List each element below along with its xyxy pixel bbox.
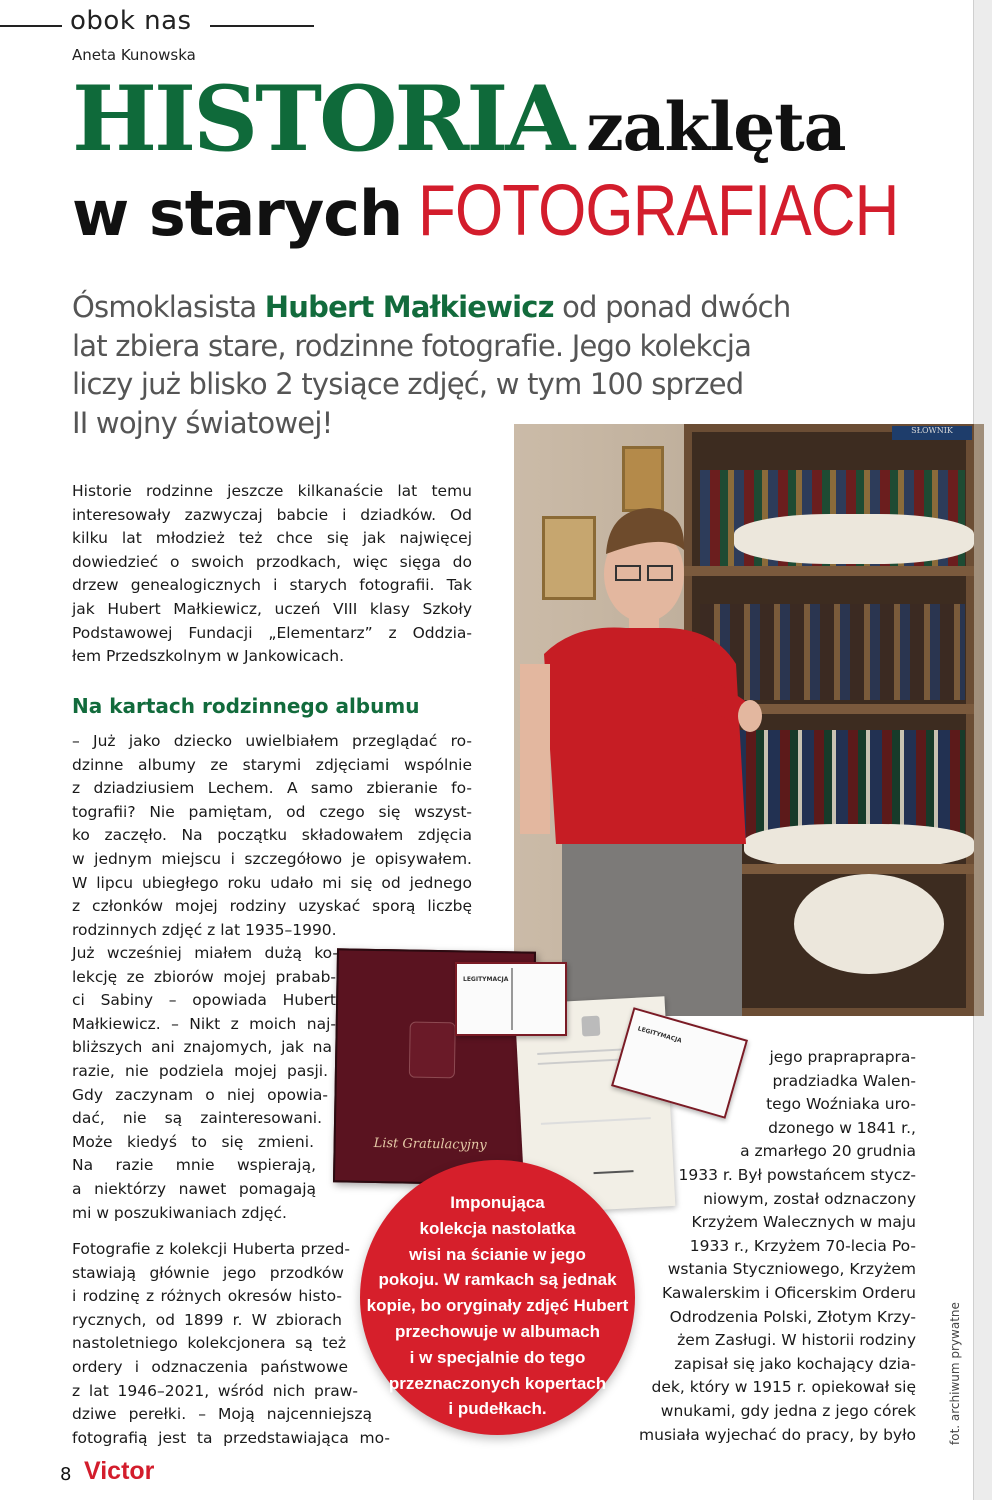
callout-line: kopie, bo oryginały zdjęć Hubert: [366, 1296, 629, 1316]
text-line: bliższych ani znajomych, jak na: [72, 1038, 332, 1057]
eagle-emblem-icon: [409, 1022, 456, 1079]
text-line: zapisał się jako kochający dzia-: [674, 1354, 916, 1373]
callout-line: Imponująca: [450, 1193, 545, 1212]
text-line: i rodzinę z różnych okresów histo-: [72, 1287, 342, 1306]
text-line: Może kiedyś to się zmieni.: [72, 1132, 314, 1151]
headline-words-w-starych: w starych: [72, 177, 403, 250]
text-line: dzinne albumy ze starymi zdjęciami wspólnie: [72, 755, 472, 774]
lead-line: [72, 288, 792, 327]
text-line: jak Hubert Małkiewicz, uczeń VIII klasy Szkoły: [72, 599, 472, 618]
text-line: stawiają głównie jego przodków: [72, 1263, 344, 1282]
callout-text: [360, 1190, 635, 1422]
text-line: lekcję ze zbiorów mojej prabab-: [72, 967, 336, 986]
text-line: 1933 r. Był powstańcem stycz-: [678, 1165, 916, 1184]
photo-credit: fot. archiwum prywatne: [948, 1302, 962, 1445]
text-line: pradziadka Walen-: [772, 1071, 916, 1090]
text-line: dać, nie są zainteresowani.: [72, 1109, 322, 1128]
text-line: musiała wyjechać do pracy, by było: [639, 1425, 916, 1444]
text-line: ci Sabiny – opowiada Hubert: [72, 991, 336, 1010]
body-column-a: [72, 730, 472, 942]
text-line: dek, który w 1915 r. opiekował się: [651, 1378, 916, 1397]
text-line: Podstawowej Fundacji „Elementarz” z Oddzia-: [72, 623, 472, 642]
text-line: 1933 r., Krzyżem 70-lecia Po-: [689, 1236, 916, 1255]
headline-line-2: [72, 170, 977, 252]
text-line: niowym, został odznaczony: [703, 1189, 916, 1208]
text-line: Małkiewicz. – Nikt z moich naj-: [72, 1014, 336, 1033]
text-line: interesowały zazwyczaj babcie i dziadków. Od: [72, 505, 472, 524]
text-line: z lat 1946–2021, wśród nich praw-: [72, 1381, 358, 1400]
text-line: Kawalerskim i Oficerskim Orderu: [661, 1283, 916, 1302]
callout-line: przeznaczonych kopertach: [388, 1373, 607, 1393]
headline-word-historia: HISTORIA: [72, 66, 573, 172]
page-number: 8: [60, 1464, 72, 1485]
header-rule-left: [0, 25, 62, 27]
folder-title: List Gratulacyjny: [373, 1135, 487, 1153]
id-card-1: [455, 962, 567, 1036]
text-line: dzonego w 1841 r.,: [768, 1118, 916, 1137]
author-name: Aneta Kunowska: [72, 46, 196, 64]
text-line: z dziadziusiem Lechem. A samo zbieranie fo-: [72, 779, 472, 798]
id-card-fold: [511, 968, 513, 1030]
boy-pants: [562, 844, 742, 1016]
text-line: nastoletniego kolekcjonera są też: [72, 1334, 346, 1353]
callout-line: i pudełkach.: [448, 1399, 547, 1419]
headline-line-1: [72, 66, 846, 172]
text-line: rodzinnych zdjęć z lat 1935–1990.: [72, 920, 337, 939]
text-line: wnukami, gdy jedna z jego córek: [660, 1401, 916, 1420]
text-line: z członków mojej rodziny uzyskać sporą liczbę: [72, 897, 472, 916]
body-column-b: [72, 942, 336, 1225]
callout-line: przechowuje w albumach: [395, 1321, 600, 1341]
id-card-title: LEGITYMACJA: [463, 976, 509, 983]
headline-word-zakleta: zaklęta: [586, 88, 846, 166]
callout-line: kolekcja nastolatka: [419, 1218, 576, 1238]
headline-word-fotografiach: FOTOGRAFIACH: [418, 171, 899, 251]
subheading: Na kartach rodzinnego albumu: [72, 694, 420, 718]
text-line: kilku lat młodzież też chce się jak najwięcej: [72, 529, 472, 548]
lead-line: II wojny światowej!: [72, 405, 333, 440]
text-line: wstania Styczniowego, Krzyżem: [667, 1260, 916, 1279]
text-line: rycznych, od 1899 r. W zbiorach: [72, 1310, 342, 1329]
text-line: ordery i odznaczenia państwowe: [72, 1357, 348, 1376]
text-line: fotografią jest ta przedstawiająca mo-: [72, 1428, 390, 1447]
text-line: mi w poszukiwaniach zdjęć.: [72, 1203, 287, 1222]
text-line: Już wcześniej miałem dużą ko-: [72, 944, 338, 962]
header-rule-right: [210, 25, 314, 27]
text-line: Odrodzenia Polski, Złotym Krzy-: [669, 1307, 916, 1326]
text-line: w jednym miejscu i szczegółowo je opisywałem.: [72, 849, 472, 868]
book-spine-label: SŁOWNIK: [892, 426, 972, 440]
lead-line: liczy już blisko 2 tysiące zdjęć, w tym 100 sprzed: [72, 367, 744, 401]
letter-emblem-icon: [581, 1016, 600, 1037]
callout-badge: [360, 1160, 635, 1435]
id-card-title: LEGITYMACJA: [636, 1025, 683, 1045]
text-line: ko zaczęło. Na początku składowałem zdjęcia: [72, 826, 472, 845]
text-line: a niektórzy nawet pomagają: [72, 1179, 316, 1198]
lead-text: od ponad dwóch: [553, 290, 791, 324]
boy-figure: [514, 424, 984, 1016]
text-line: Na razie mnie wspierają,: [72, 1156, 316, 1175]
boy-arm: [520, 664, 550, 834]
lead-name: Hubert Małkiewicz: [264, 290, 554, 324]
text-line: jego prapraprapra-: [769, 1048, 916, 1066]
text-line: dowiedzieć o swoich przodkach, więc sięga do: [72, 552, 472, 571]
text-line: Krzyżem Walecznych w maju: [691, 1213, 916, 1232]
callout-line: wisi na ścianie w jego: [409, 1244, 586, 1264]
text-line: tografii? Nie pamiętam, od czego się wszyst-: [72, 802, 472, 821]
text-line: dziwe perełki. – Moją najcenniejszą: [72, 1405, 372, 1424]
boy-shirt: [544, 628, 746, 844]
callout-line: pokoju. W ramkach są jednak: [378, 1270, 617, 1290]
intro-paragraph: [72, 480, 472, 669]
text-line: drzew genealogicznych i starych fotografii. Tak: [72, 576, 472, 595]
callout-line: i w specjalnie do tego: [409, 1347, 586, 1367]
text-line: żem Zasługi. W historii rodziny: [677, 1331, 916, 1350]
text-line: Gdy zaczynam o niej opowia-: [72, 1085, 328, 1104]
lead-paragraph: [72, 288, 792, 442]
magazine-logo: Victor: [84, 1457, 155, 1485]
text-line: łem Przedszkolnym w Jankowicach.: [72, 647, 345, 666]
text-line: Fotografie z kolekcji Huberta przed-: [72, 1240, 350, 1258]
text-line: W lipcu ubiegłego roku udało mi się od jednego: [72, 873, 472, 892]
text-line: – Już jako dziecko uwielbiałem przeglądać ro-: [72, 732, 472, 750]
body-column-c: [72, 1238, 390, 1450]
main-photo: [514, 424, 984, 1016]
lead-line: lat zbiera stare, rodzinne fotografie. Jego kolekcja: [72, 328, 752, 363]
text-line: Historie rodzinne jeszcze kilkanaście lat temu: [72, 482, 472, 500]
text-line: a zmarłego 20 grudnia: [740, 1142, 916, 1161]
text-line: razie, nie podziela mojej pasji.: [72, 1061, 328, 1080]
section-tag: obok nas: [70, 6, 192, 36]
text-line: tego Woźniaka uro-: [766, 1095, 916, 1114]
boy-hand: [738, 700, 762, 732]
lead-text: Ósmoklasista: [72, 290, 265, 324]
